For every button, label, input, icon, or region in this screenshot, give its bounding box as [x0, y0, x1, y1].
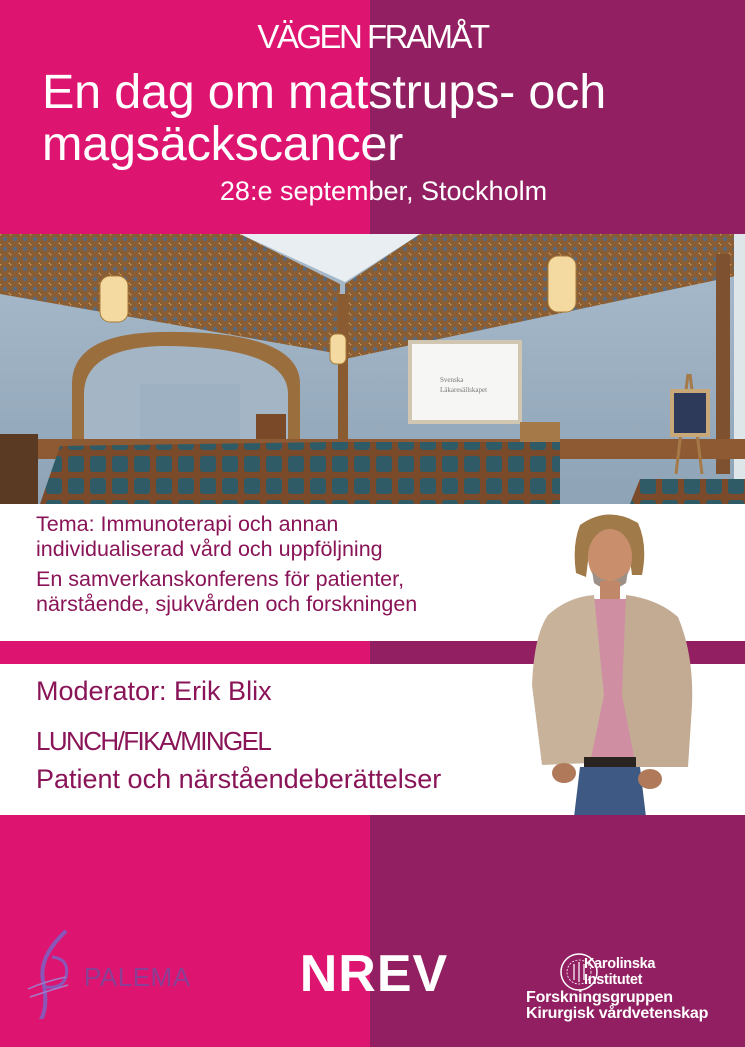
venue-photo [0, 234, 745, 504]
moderator-photo [528, 505, 698, 817]
ki-wordmark [584, 956, 655, 988]
theme-line2: individualiserad vård och uppföljning [36, 537, 383, 561]
header-text [0, 0, 745, 234]
moderator-text: Moderator: Erik Blix [36, 676, 272, 706]
screen-text-line2: Läkaresällskapet [440, 386, 488, 394]
ki-group-line1: Forskningsgruppen [526, 989, 673, 1006]
palema-wordmark: PALEMA [84, 962, 191, 992]
ki-name-line1: Karolinska [584, 956, 656, 972]
stories-text: Patient och närståendeberättelser [36, 764, 442, 794]
ki-group-line2: Kirurgisk vårdvetenskap [526, 1005, 709, 1022]
event-title-line2: magsäckscancer [42, 117, 404, 171]
conference-line1: En samverkanskonferens för patienter, [36, 567, 405, 591]
conference-hall-illustration [0, 234, 745, 504]
ki-name-line2: Institutet [584, 972, 643, 988]
screen-text-line1: Svenska [440, 376, 464, 384]
conference-description [36, 567, 417, 617]
event-title [42, 66, 606, 170]
ki-research-group [526, 990, 708, 1022]
theme-text [36, 512, 383, 562]
karolinska-logo [522, 948, 742, 1038]
event-date-location: 28:e september, Stockholm [219, 176, 548, 206]
theme-line1: Tema: Immunoterapi och annan [36, 512, 339, 536]
nrev-logo: NREV [299, 945, 449, 1003]
conference-line2: närstående, sjukvården och forskningen [36, 592, 418, 616]
moderator-figure [528, 505, 698, 817]
event-title-line1: En dag om matstrups- och [42, 65, 606, 119]
event-kicker: VÄGEN FRAMÅT [257, 18, 488, 55]
lunch-text: LUNCH/FIKA/MINGEL [36, 726, 271, 756]
divider-pink-half [0, 641, 370, 664]
